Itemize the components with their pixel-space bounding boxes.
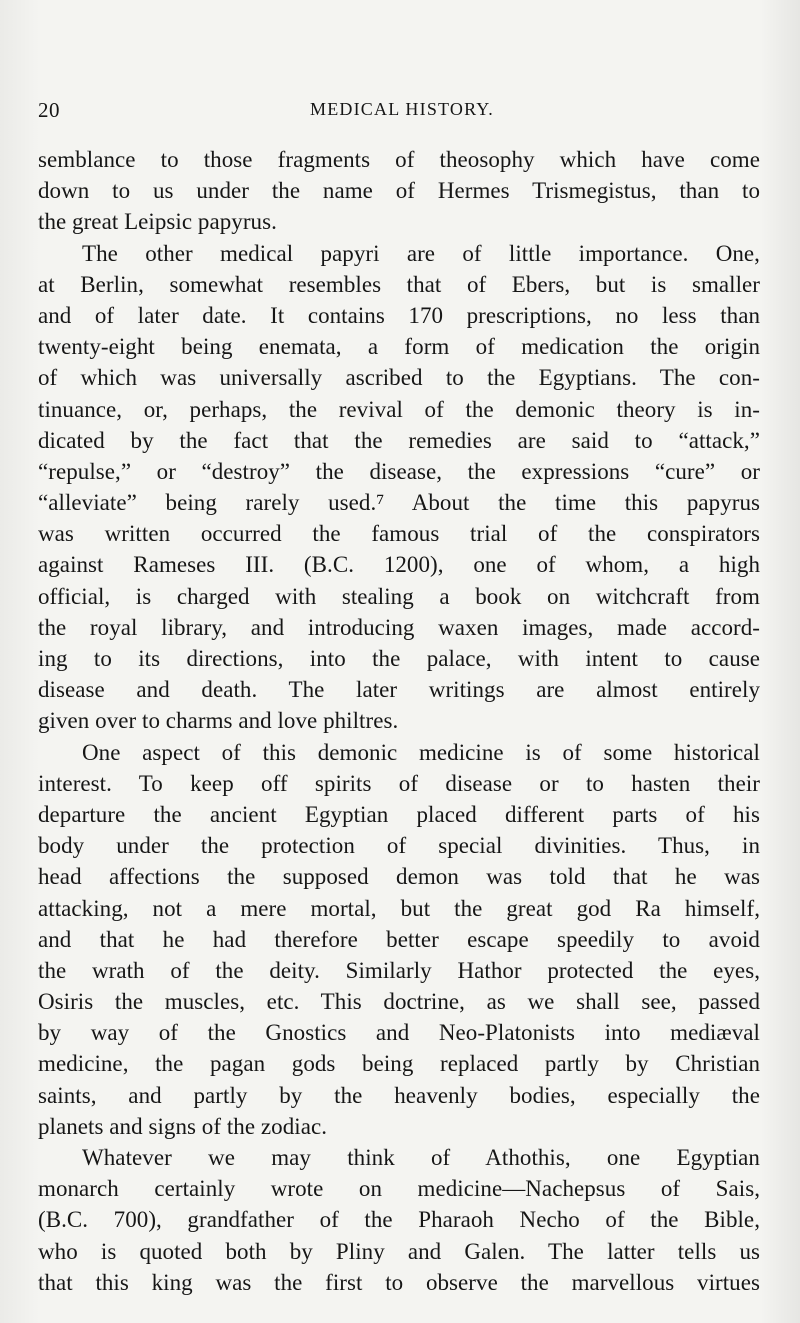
text-line: body under the protection of special divinities. Thus, in	[38, 833, 760, 859]
text-line: given over to charms and love philtres.	[38, 708, 399, 734]
text-line: monarch certainly wrote on medicine—Nachepsus of Sais,	[38, 1176, 760, 1202]
text-line: of which was universally ascribed to the Egyptians. The con-	[38, 365, 760, 391]
text-line: that this king was the first to observe the marvellous virtues	[38, 1269, 760, 1295]
text-line: head affections the supposed demon was told that he was	[38, 864, 760, 890]
text-line: against Rameses III. (B.C. 1200), one of whom, a high	[38, 552, 760, 578]
text-line: Whatever we may think of Athothis, one Egyptian	[82, 1145, 760, 1170]
text-line: One aspect of this demonic medicine is of some historical	[82, 739, 760, 765]
text-line: interest. To keep off spirits of disease or to hasten their	[38, 770, 760, 796]
text-line: Osiris the muscles, etc. This doctrine, as we shall see, passed	[38, 989, 760, 1015]
text-line: and of later date. It contains 170 prescriptions, no less than	[38, 302, 760, 328]
running-head: MEDICAL HISTORY.	[310, 99, 494, 119]
text-line: “alleviate” being rarely used.⁷ About the time this papyrus	[38, 490, 760, 516]
text-line: official, is charged with stealing a book on witchcraft from	[38, 583, 760, 609]
text-line: at Berlin, somewhat resembles that of Ebers, but is smaller	[38, 271, 760, 297]
text-line: who is quoted both by Pliny and Galen. The latter tells us	[38, 1238, 760, 1264]
text-line: down to us under the name of Hermes Trismegistus, than to	[38, 178, 760, 204]
text-line: the royal library, and introducing waxen images, made accord-	[38, 614, 760, 640]
text-line: semblance to those fragments of theosophy which have come	[38, 147, 760, 172]
text-line: and that he had therefore better escape speedily to avoid	[38, 926, 760, 952]
text-line: by way of the Gnostics and Neo-Platonists into mediæval	[38, 1020, 760, 1046]
page-number: 20	[38, 98, 60, 122]
text-line: the wrath of the deity. Similarly Hathor protected the eyes,	[38, 957, 760, 983]
text-line: attacking, not a mere mortal, but the great god Ra himself,	[38, 895, 760, 921]
body-text	[38, 144, 760, 1298]
text-line: “repulse,” or “destroy” the disease, the expressions “cure” or	[38, 458, 760, 484]
text-line: disease and death. The later writings are almost entirely	[38, 677, 760, 703]
text-line: planets and signs of the zodiac.	[38, 1113, 328, 1139]
text-line: was written occurred the famous trial of the conspirators	[38, 521, 760, 547]
text-line: dicated by the fact that the remedies are said to “attack,”	[38, 427, 760, 453]
text-line: departure the ancient Egyptian placed different parts of his	[38, 801, 760, 827]
text-line: the great Leipsic papyrus.	[38, 209, 277, 235]
text-line: twenty-eight being enemata, a form of medication the origin	[38, 334, 760, 360]
text-line: tinuance, or, perhaps, the revival of the demonic theory is in-	[38, 396, 760, 422]
page-header	[38, 98, 758, 126]
text-line: (B.C. 700), grandfather of the Pharaoh Necho of the Bible,	[38, 1207, 760, 1233]
text-line: ing to its directions, into the palace, with intent to cause	[38, 646, 760, 671]
text-line: medicine, the pagan gods being replaced partly by Christian	[38, 1051, 760, 1077]
text-line: The other medical papyri are of little importance. One,	[82, 240, 760, 266]
text-line: saints, and partly by the heavenly bodies, especially the	[38, 1082, 760, 1108]
